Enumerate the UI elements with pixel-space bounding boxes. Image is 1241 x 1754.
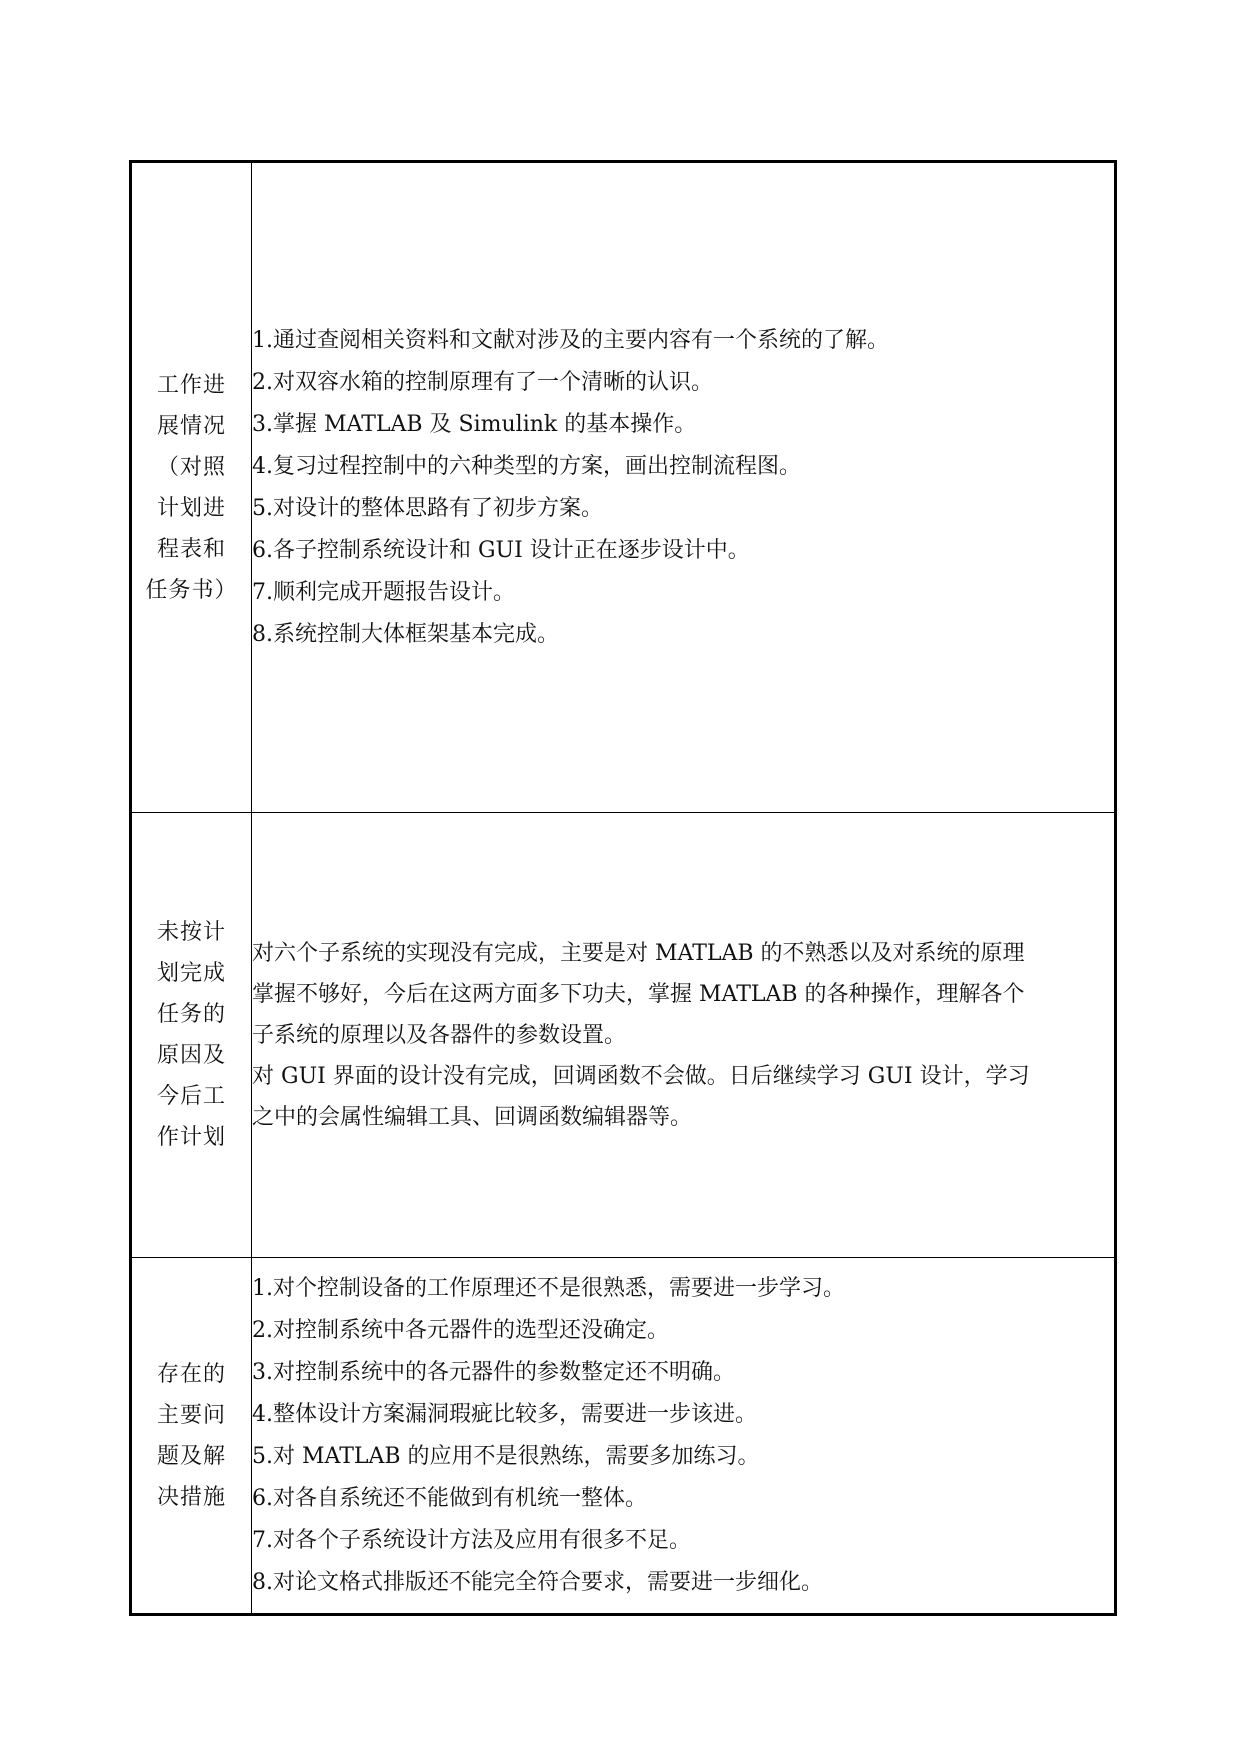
label-line: 作计划 [156, 1125, 226, 1150]
paragraph-line: 对六个子系统的实现没有完成，主要是对 MATLAB 的不熟悉以及对系统的原理 [252, 940, 1025, 966]
list-item: 7.顺利完成开题报告设计。 [252, 579, 515, 605]
list-item: 4.复习过程控制中的六种类型的方案，画出控制流程图。 [252, 453, 801, 479]
content-cell-unfinished-reasons [252, 813, 1116, 1258]
label-cell-unfinished-reasons [131, 813, 252, 1258]
label-line: 工作进 [156, 372, 226, 398]
list-item: 6.对各自系统还不能做到有机统一整体。 [252, 1485, 647, 1511]
list-item: 5.对设计的整体思路有了初步方案。 [252, 495, 603, 521]
label-line: 任务的 [156, 1002, 226, 1027]
paragraph-line: 子系统的原理以及各器件的参数设置。 [252, 1022, 627, 1048]
label-line: 存在的 [156, 1361, 226, 1387]
label-line: 决措施 [156, 1484, 226, 1510]
list-item: 3.对控制系统中的各元器件的参数整定还不明确。 [252, 1359, 735, 1385]
list-item: 1.通过查阅相关资料和文献对涉及的主要内容有一个系统的了解。 [252, 327, 889, 353]
list-item: 1.对个控制设备的工作原理还不是很熟悉，需要进一步学习。 [252, 1275, 845, 1301]
content-cell-work-progress [252, 162, 1116, 813]
label-line: 程表和 [156, 536, 226, 562]
label-cell-work-progress [131, 162, 252, 813]
label-line: 展情况 [156, 413, 226, 439]
paragraph-line: 之中的会属性编辑工具、回调函数编辑器等。 [252, 1104, 693, 1130]
list-item: 6.各子控制系统设计和 GUI 设计正在逐步设计中。 [252, 537, 750, 563]
list-item: 2.对双容水箱的控制原理有了一个清晰的认识。 [252, 369, 713, 395]
label-line: 题及解 [156, 1443, 226, 1469]
table-row-unfinished-reasons [131, 813, 1116, 1258]
paragraph-line: 对 GUI 界面的设计没有完成，回调函数不会做。日后继续学习 GUI 设计，学习 [252, 1063, 1030, 1089]
list-item: 2.对控制系统中各元器件的选型还没确定。 [252, 1317, 669, 1343]
label-cell-problems-solutions [131, 1258, 252, 1615]
list-item: 8.系统控制大体框架基本完成。 [252, 621, 559, 647]
label-line: 未按计 [156, 920, 226, 945]
paragraph-line: 掌握不够好，今后在这两方面多下功夫，掌握 MATLAB 的各种操作，理解各个 [252, 981, 1025, 1007]
label-line: 计划进 [156, 495, 226, 521]
list-item: 3.掌握 MATLAB 及 Simulink 的基本操作。 [252, 411, 697, 437]
label-line: 主要问 [156, 1402, 226, 1428]
label-line: 原因及 [156, 1043, 226, 1068]
list-item: 7.对各个子系统设计方法及应用有很多不足。 [252, 1527, 691, 1553]
list-item: 5.对 MATLAB 的应用不是很熟练，需要多加练习。 [252, 1443, 760, 1469]
content-cell-problems-solutions [252, 1258, 1116, 1615]
label-line: 任务书） [145, 577, 238, 603]
list-item: 8.对论文格式排版还不能完全符合要求，需要进一步细化。 [252, 1569, 823, 1595]
label-line: （对照 [156, 454, 226, 480]
table-row-problems-solutions [131, 1258, 1116, 1615]
table-row-work-progress [131, 162, 1116, 813]
progress-report-table [129, 160, 1117, 1616]
label-line: 划完成 [156, 961, 226, 986]
list-item: 4.整体设计方案漏洞瑕疵比较多，需要进一步该进。 [252, 1401, 757, 1427]
label-line: 今后工 [156, 1084, 226, 1109]
